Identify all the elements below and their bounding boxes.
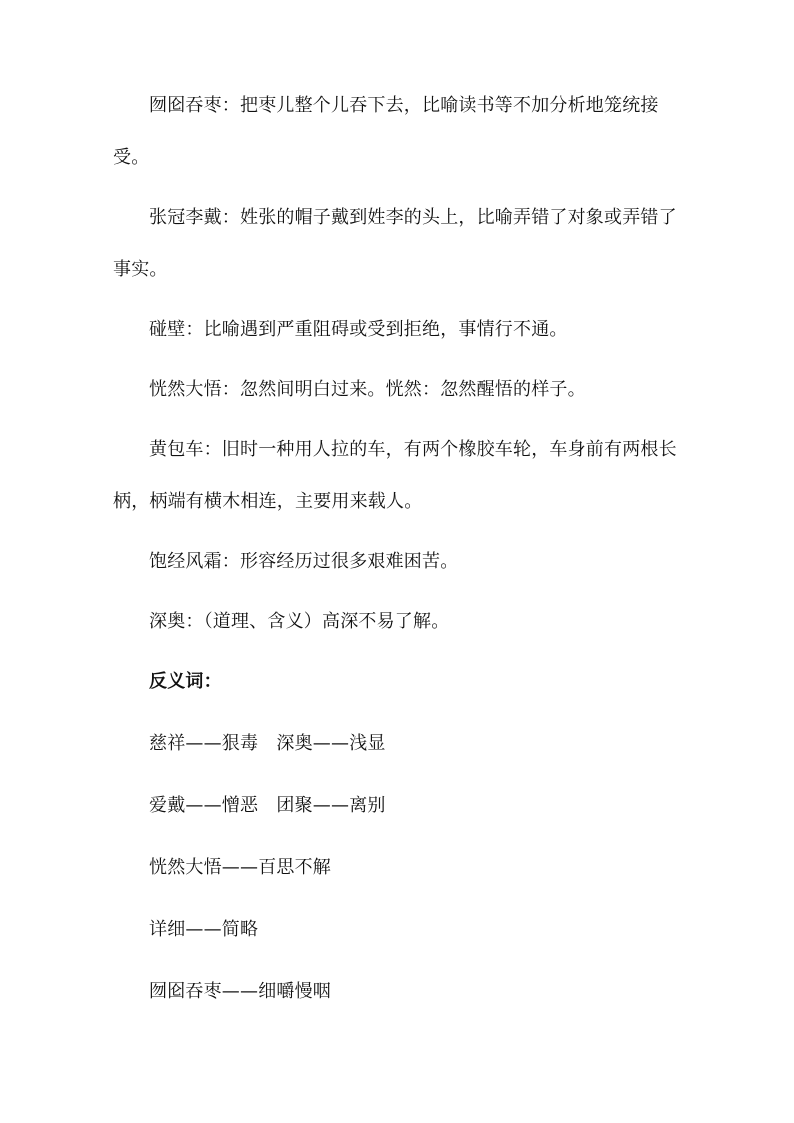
antonym-line: 囫囵吞枣——细嚼慢咽 — [149, 981, 331, 1002]
antonym-line: 详细——简略 — [149, 919, 259, 940]
antonym-line: 慈祥——狠毒 深奥——浅显 — [149, 733, 386, 754]
definition-paragraph-hulun-tunzao: 囫囵吞枣：把枣儿整个儿吞下去，比喻读书等不加分析地笼统接受。 — [113, 95, 659, 168]
definition-paragraph-zhangguan-lidai: 张冠李戴：姓张的帽子戴到姓李的头上，比喻弄错了对象或弄错了事实。 — [113, 207, 677, 280]
antonyms-heading: 反义词： — [149, 671, 222, 692]
antonym-line: 爱戴——憎恶 团聚——离别 — [149, 795, 386, 816]
antonym-line: 恍然大悟——百思不解 — [149, 857, 331, 878]
definition-paragraph-huangran-dawu: 恍然大悟：忽然间明白过来。恍然：忽然醒悟的样子。 — [149, 379, 586, 400]
definition-paragraph-huangbaoche: 黄包车：旧时一种用人拉的车，有两个橡胶车轮，车身前有两根长柄，柄端有横木相连，主要用来载人。 — [113, 439, 677, 512]
definition-paragraph-pengbi: 碰壁：比喻遇到严重阻碍或受到拒绝，事情行不通。 — [149, 319, 568, 340]
definition-paragraph-shenao: 深奥：（道理、含义）高深不易了解。 — [149, 611, 450, 632]
definition-paragraph-baojing-fengshuang: 饱经风霜：形容经历过很多艰难困苦。 — [149, 551, 459, 572]
